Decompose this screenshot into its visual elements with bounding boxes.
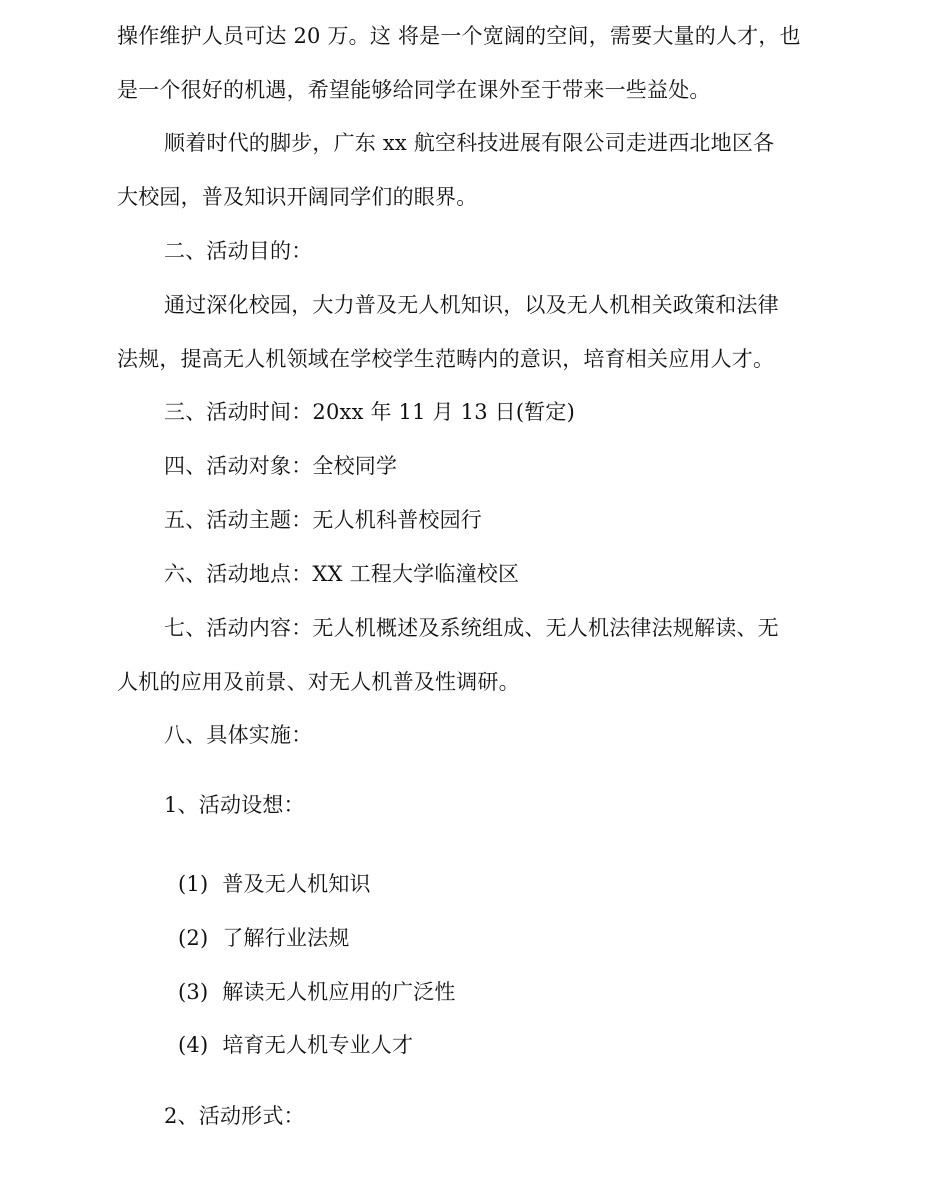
idea-number: (2) — [178, 926, 209, 950]
sub-form-heading: 2、活动形式： — [164, 1104, 305, 1128]
purpose-line-1: 通过深化校园，大力普及无人机知识，以及无人机相关政策和法律 — [164, 293, 779, 317]
sub-idea-heading: 1、活动设想： — [164, 793, 305, 817]
section-audience: 四、活动对象：全校同学 — [164, 454, 398, 478]
para2-line-1: 顺着时代的脚步，广东 xx 航空科技进展有限公司走进西北地区各 — [164, 131, 775, 155]
idea-item — [178, 1032, 413, 1058]
content-line-1: 七、活动内容：无人机概述及系统组成、无人机法律法规解读、无 — [164, 616, 779, 640]
para2-line-2: 大校园，普及知识开阔同学们的眼界。 — [117, 185, 478, 209]
idea-text: 普及无人机知识 — [222, 872, 371, 896]
section-theme: 五、活动主题：无人机科普校园行 — [164, 508, 482, 532]
idea-item — [178, 871, 371, 897]
idea-number: (4) — [178, 1033, 209, 1057]
idea-text: 解读无人机应用的广泛性 — [222, 980, 456, 1004]
idea-text: 了解行业法规 — [222, 926, 350, 950]
intro-line-2: 是一个很好的机遇，希望能够给同学在课外至于带来一些益处。 — [117, 78, 711, 102]
idea-number: (1) — [178, 872, 209, 896]
idea-text: 培育无人机专业人才 — [222, 1033, 414, 1057]
idea-item — [178, 925, 350, 951]
idea-number: (3) — [178, 980, 209, 1004]
intro-line-1: 操作维护人员可达 20 万。这 将是一个宽阔的空间，需要大量的人才，也 — [117, 24, 801, 48]
section-location: 六、活动地点：XX 工程大学临潼校区 — [164, 562, 520, 586]
section-implementation-heading: 八、具体实施： — [164, 723, 313, 747]
content-line-2: 人机的应用及前景、对无人机普及性调研。 — [117, 670, 520, 694]
idea-item — [178, 979, 456, 1005]
section-time: 三、活动时间：20xx 年 11 月 13 日(暂定) — [164, 400, 576, 424]
section-purpose-heading: 二、活动目的： — [164, 239, 313, 263]
purpose-line-2: 法规，提高无人机领域在学校学生范畴内的意识，培育相关应用人才。 — [117, 347, 775, 371]
